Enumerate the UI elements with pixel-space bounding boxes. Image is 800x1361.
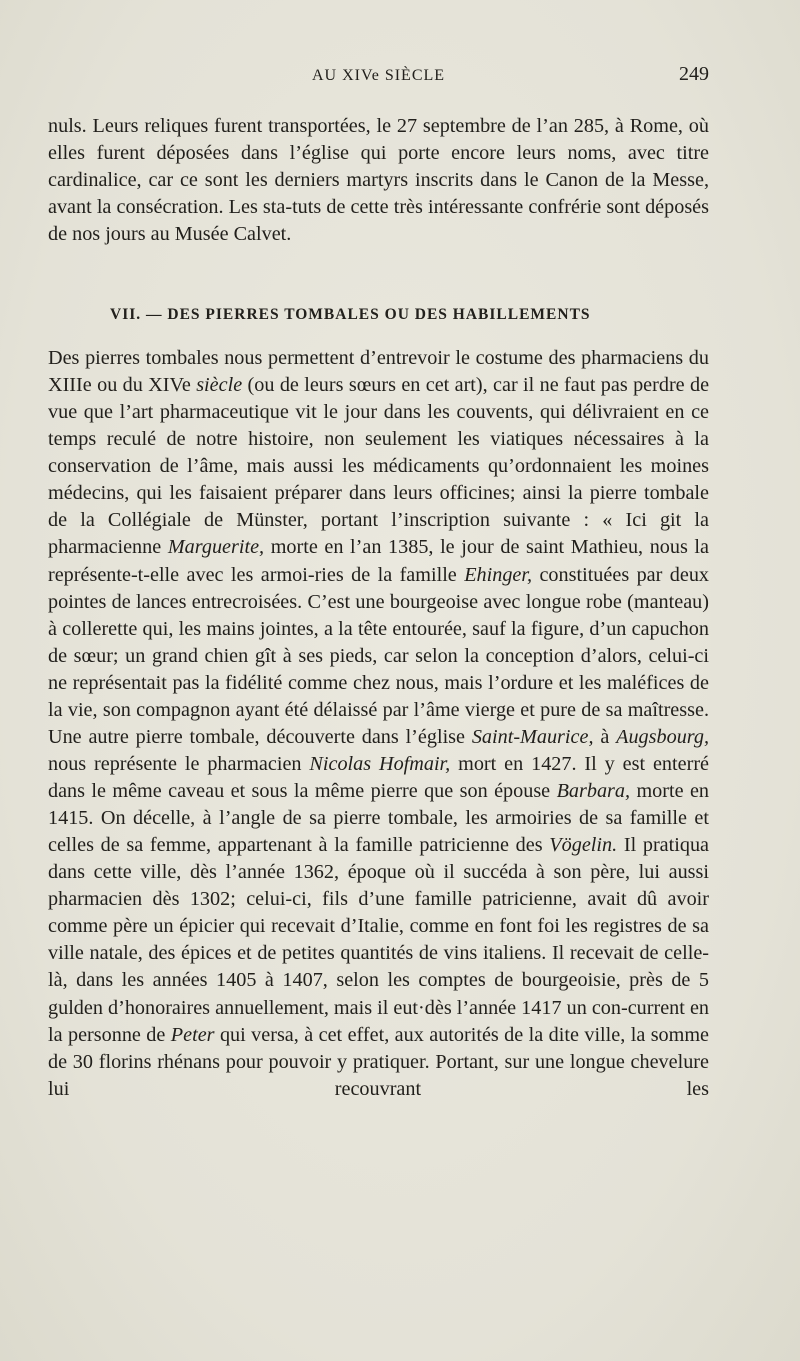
century-numeral: XIVe (148, 374, 191, 397)
running-title: AU XIVe SIÈCLE (311, 67, 446, 84)
place-name: Augsbourg, (616, 725, 710, 748)
text-segment: mort en 1427. Il y est enterré dans le même caveau et sous la même pierre que son épouse (48, 752, 709, 802)
person-name: Marguerite, (167, 536, 265, 559)
paragraph-relics: nuls. Leurs reliques furent transportées, le 27 septembre de l’an 285, à Rome, où elles furent déposées dans l’église qui porte encore leurs noms, avec titre cardinalice, car ce sont les derniers martyrs inscrits dans le Canon de la Messe, avant la consécration. Les sta-tuts de cette très intéressante confrérie sont déposés de nos jours au Musée Calvet. (48, 115, 709, 246)
person-name: Nicolas Hofmair, (309, 752, 451, 775)
text-segment: morte en l’an 1385, le jour de saint Mathieu, nous la représente-t-elle avec les armoi-ries de la famille (48, 536, 710, 586)
page-header (48, 61, 709, 89)
century-numeral: XIIIe (48, 374, 92, 397)
paragraph-tombstones (48, 345, 709, 1103)
text-segment: morte en 1415. On décelle, à l’angle de sa pierre tombale, les armoiries de sa famille et celles de sa femme, appartenant à la famille patricienne des (48, 780, 710, 857)
section-heading: VII. — DES PIERRES TOMBALES OU DES HABILLEMENTS (110, 306, 591, 323)
text-segment: constituées par deux pointes de lances entrecroisées. C’est une bourgeoise avec longue robe (manteau) à collerette qui, les mains jointes, a la tête entourée, sauf la figure, d’un capuchon de sœur; un grand chien gît à ses pieds, car selon la conception d’alors, celui-ci ne représentait pas la fidélité comme chez nous, mais l’ordure et les maléfices de la vie, son compagnon ayant été délaissé par l’âme vierge et pure de sa maîtresse. Une autre pierre tombale, découverte dans l’église (48, 563, 710, 748)
text-segment: Il pratiqua dans cette ville, dès l’année 1362, époque où il succéda à son père, lui aussi pharmacien dès 1302; celui-ci, fils d’une famille patricienne, avait dû avoir comme père un épicier qui recevait d’Italie, comme en font foi les registres de sa ville natale, des épices et de petites quantités de vins italiens. Il recevait de celle-là, dans les années 1405 à 1407, selon les comptes de bourgeoisie, près de 5 gulden d’honoraires annuellement, mais il eut·dès l’année 1417 un con-current en la personne de (48, 834, 710, 1046)
text-segment: nous représente le pharmacien (48, 752, 302, 775)
text-segment: à (600, 725, 610, 748)
text-segment: ou du (97, 374, 143, 397)
text-segment: qui versa, à cet effet, aux autorités de la dite ville, la somme de 30 florins rhénans pour pouvoir y pratiquer. Portant, sur une longue chevelure lui recouvrant les (48, 1023, 710, 1100)
person-name: Barbara, (556, 780, 631, 802)
italic-word: siècle (196, 374, 243, 397)
person-name: Peter (170, 1023, 215, 1046)
family-name: Vögelin. (549, 834, 618, 857)
page-number: 249 (679, 63, 709, 85)
text-segment: (ou de leurs sœurs en cet art), car il ne faut pas perdre de vue que l’art pharmaceutique vit le jour dans les couvents, qui délivraient en ce temps reculé de notre histoire, non seulement les viatiques nécessaires à la conservation de l’âme, mais aussi les médicaments qu’ordonnaient les moines médecins, qui les faisaient préparer dans leurs officines; ainsi la pierre tombale de la Collégiale de Münster, portant l’inscription suivante : « Ici git la pharmacienne (48, 374, 710, 559)
text-segment: Des pierres tombales nous permettent d’entrevoir le costume des pharmaciens du (48, 347, 709, 369)
family-name: Ehinger, (464, 563, 533, 586)
place-name: Saint-Maurice, (471, 725, 594, 748)
